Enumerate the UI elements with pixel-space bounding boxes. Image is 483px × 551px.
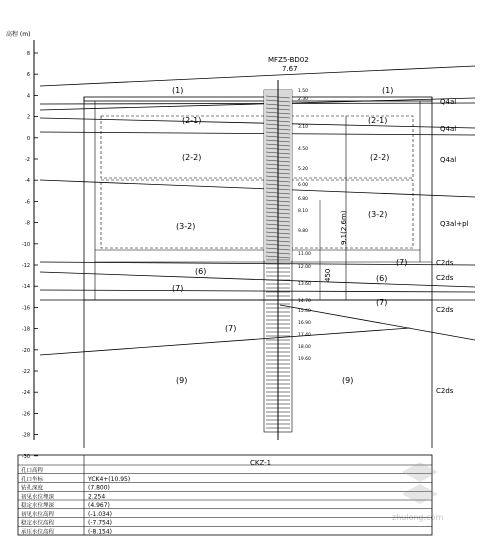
depth-mark: 8.10: [298, 209, 309, 214]
age-label: Q4al: [440, 125, 457, 133]
axis-tick-label: -30: [21, 453, 30, 460]
depth-dimension: 9.1(2.6m): [340, 210, 348, 245]
table-row-label: 稳定水位高程: [21, 520, 55, 527]
age-label: Q4al: [440, 156, 457, 164]
depth-mark: 17.40: [298, 333, 311, 338]
layer-6-right: (6): [376, 274, 388, 283]
table-row-label: 初见水位埋深: [21, 494, 55, 501]
age-label: Q4al: [440, 98, 457, 106]
table-row-value: (7.800): [88, 484, 110, 492]
depth-mark: 9.80: [298, 229, 309, 234]
borehole-id: MFZ5-BD02: [268, 56, 309, 64]
layer-7-mid: (7): [225, 324, 237, 333]
axis-ticks: [22, 51, 38, 460]
table-row-value: (4.967): [88, 502, 110, 509]
axis-tick-label: -24: [21, 390, 30, 397]
depth-mark: 2.30: [298, 97, 309, 102]
axis-tick-label: 6: [26, 72, 30, 79]
depth-mark: 15.40: [298, 309, 311, 314]
depth-mark: 13.60: [298, 282, 311, 287]
depth-mark: 14.70: [298, 299, 311, 304]
depth-mark: 11.00: [298, 252, 311, 257]
axis-tick-label: -4: [25, 178, 30, 185]
axis-tick-label: -22: [21, 369, 30, 375]
layer-9-left: (9): [176, 376, 188, 385]
axis-tick-label: -8: [25, 220, 30, 227]
age-label: Q3al+pl: [440, 220, 469, 228]
depth-mark: 12.00: [298, 265, 311, 270]
table-rows: [18, 465, 432, 535]
layer-2-1-left: (2-1): [182, 116, 202, 125]
age-labels: [436, 98, 469, 395]
stratum-boundary-lines: [40, 66, 475, 355]
axis-tick-label: 4: [26, 93, 30, 100]
table-row-label: 稳定水位埋深: [21, 503, 55, 509]
age-label: C2ds: [436, 306, 454, 314]
age-label: C2ds: [436, 274, 454, 282]
borehole-data-table: [18, 455, 432, 535]
watermark-logo: [392, 462, 443, 522]
table-title: CKZ-1: [250, 459, 272, 467]
axis-tick-label: 2: [26, 114, 30, 121]
table-row-label: 钻孔深度: [21, 485, 44, 492]
profile-frame: [84, 97, 432, 448]
axis-tick-label: 8: [26, 51, 30, 57]
depth-mark: 6.00: [298, 183, 309, 188]
axis-tick-label: -2: [25, 157, 30, 163]
depth-marks: [298, 88, 311, 362]
layer-7-right-top: (7): [396, 258, 408, 267]
watermark-text: zhulong.com: [392, 513, 444, 522]
table-row-value: (-7.754): [88, 519, 113, 527]
table-row-value: YCK4+(10.95): [88, 475, 131, 483]
table-row-label: 孔口坐标: [21, 476, 44, 483]
depth-dimension-2: 450: [324, 268, 332, 282]
layer-1-right: (1): [382, 86, 394, 95]
layer-7-right: (7): [376, 298, 388, 307]
layer-2-2-left: (2-2): [182, 153, 202, 162]
depth-mark: 6.80: [298, 197, 309, 202]
axis-tick-label: -10: [21, 241, 30, 248]
axis-tick-label: 0: [26, 135, 30, 142]
depth-mark: 3.10: [298, 125, 309, 130]
depth-mark: 5.20: [298, 167, 309, 172]
axis-title: 高程 (m): [6, 31, 31, 38]
depth-mark: 18.00: [298, 345, 311, 350]
elevation-axis: [6, 30, 38, 460]
age-label: C2ds: [436, 259, 454, 267]
depth-mark: 4.50: [298, 147, 309, 152]
borehole-elevation: 7.67: [282, 65, 298, 73]
layer-9-right: (9): [342, 376, 354, 385]
table-row-value: (-8.154): [88, 528, 113, 536]
depth-mark: 16.90: [298, 321, 311, 326]
axis-tick-label: -18: [21, 326, 30, 333]
layer-6-left: (6): [195, 267, 207, 276]
axis-tick-label: -6: [25, 199, 30, 206]
table-row-label: 孔口高程: [21, 468, 44, 474]
layer-2-2-right: (2-2): [370, 153, 390, 162]
depth-mark: 19.60: [298, 357, 311, 362]
layer-1-left: (1): [172, 86, 184, 95]
axis-tick-label: -16: [21, 305, 30, 312]
axis-tick-label: -12: [21, 263, 30, 269]
table-row-value: 2.254: [88, 493, 106, 501]
layer-3-2-left: (3-2): [176, 222, 196, 231]
table-row-label: 初见水位高程: [21, 511, 55, 518]
axis-tick-label: -20: [21, 347, 30, 354]
axis-tick-label: -28: [21, 432, 30, 439]
axis-tick-label: -26: [21, 411, 30, 418]
table-row-value: (-1.034): [88, 510, 113, 518]
table-row-label: 承压水位高程: [21, 529, 55, 536]
layer-7-left: (7): [172, 284, 184, 293]
layer-2-1-right: (2-1): [368, 116, 388, 125]
depth-mark: 1.50: [298, 89, 309, 94]
axis-tick-label: -14: [21, 284, 30, 291]
age-label: C2ds: [436, 387, 454, 395]
layer-3-2-right: (3-2): [368, 210, 388, 219]
